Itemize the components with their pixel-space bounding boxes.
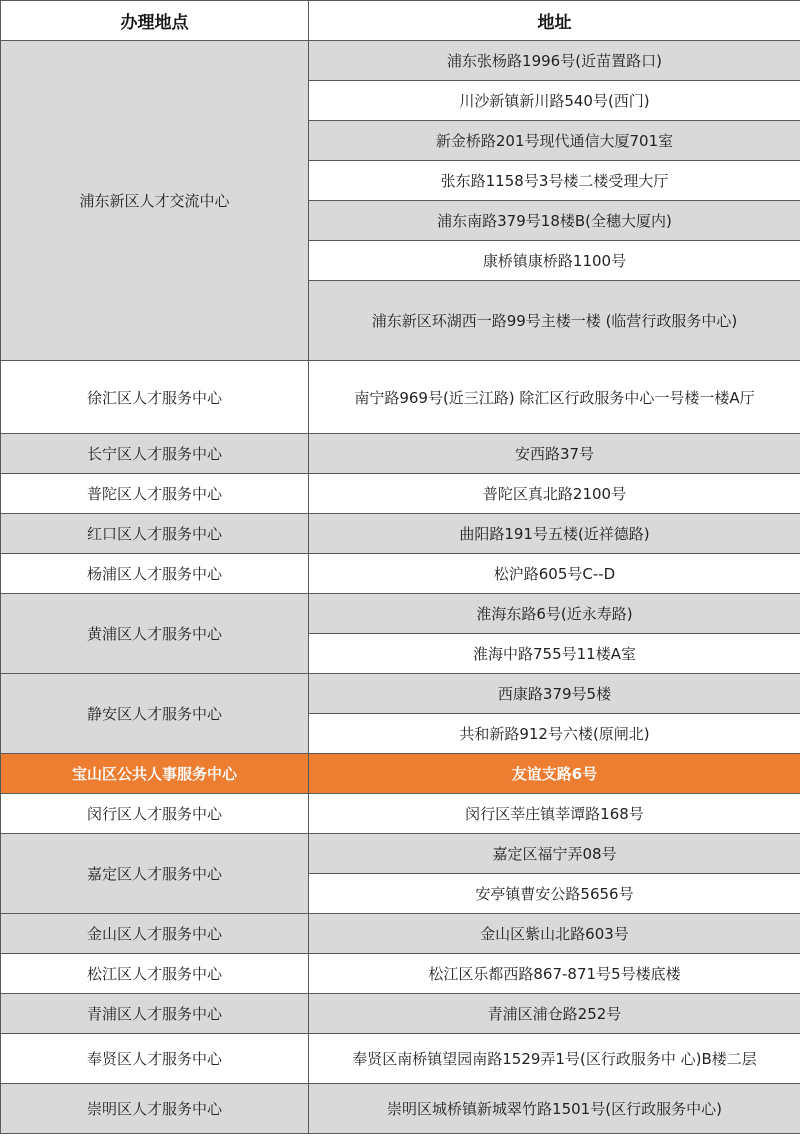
address-cell: 张东路1158号3号楼二楼受理大厅: [309, 161, 800, 201]
location-cell: 崇明区人才服务中心: [1, 1084, 309, 1134]
location-cell: 黄浦区人才服务中心: [1, 594, 309, 674]
address-cell: 松江区乐都西路867-871号5号楼底楼: [309, 954, 800, 994]
header-address: 地址: [309, 1, 800, 41]
table-row: [1, 994, 800, 1034]
location-cell: 普陀区人才服务中心: [1, 474, 309, 514]
table-row: [1, 474, 800, 514]
address-cell: 川沙新镇新川路540号(西门): [309, 81, 800, 121]
address-cell: 曲阳路191号五楼(近祥德路): [309, 514, 800, 554]
location-cell: 徐汇区人才服务中心: [1, 361, 309, 434]
table-row-highlighted: [1, 754, 800, 794]
address-cell: 金山区紫山北路603号: [309, 914, 800, 954]
location-cell: 宝山区公共人事服务中心: [1, 754, 309, 794]
address-cell: 新金桥路201号现代通信大厦701室: [309, 121, 800, 161]
address-cell: 淮海东路6号(近永寿路): [309, 594, 800, 634]
table-row: [1, 834, 800, 874]
location-cell: 金山区人才服务中心: [1, 914, 309, 954]
address-cell: 浦东南路379号18楼B(全穗大厦内): [309, 201, 800, 241]
header-location: 办理地点: [1, 1, 309, 41]
table-row: [1, 361, 800, 434]
address-cell: 共和新路912号六楼(原闸北): [309, 714, 800, 754]
location-cell: 青浦区人才服务中心: [1, 994, 309, 1034]
address-cell: 松沪路605号C--D: [309, 554, 800, 594]
address-cell: 友谊支路6号: [309, 754, 800, 794]
address-cell: 崇明区城桥镇新城翠竹路1501号(区行政服务中心): [309, 1084, 800, 1134]
table-row: [1, 594, 800, 634]
address-cell: 西康路379号5楼: [309, 674, 800, 714]
table-row: [1, 514, 800, 554]
location-cell: 静安区人才服务中心: [1, 674, 309, 754]
address-cell: 南宁路969号(近三江路) 除汇区行政服务中心一号楼一楼A厅: [309, 361, 800, 434]
location-cell: 奉贤区人才服务中心: [1, 1034, 309, 1084]
location-cell: 杨浦区人才服务中心: [1, 554, 309, 594]
address-cell: 普陀区真北路2100号: [309, 474, 800, 514]
table-row: [1, 434, 800, 474]
location-cell: 长宁区人才服务中心: [1, 434, 309, 474]
table-row: [1, 954, 800, 994]
address-cell: 康桥镇康桥路1100号: [309, 241, 800, 281]
address-cell: 浦东新区环湖西一路99号主楼一楼 (临营行政服务中心): [309, 281, 800, 361]
table-row: [1, 794, 800, 834]
location-cell: 浦东新区人才交流中心: [1, 41, 309, 361]
address-cell: 闵行区莘庄镇莘谭路168号: [309, 794, 800, 834]
location-cell: 闵行区人才服务中心: [1, 794, 309, 834]
table-row: [1, 914, 800, 954]
table-row: [1, 554, 800, 594]
table-row: [1, 1034, 800, 1084]
table-row: [1, 1084, 800, 1134]
address-cell: 安亭镇曹安公路5656号: [309, 874, 800, 914]
header-row: [1, 1, 800, 41]
location-cell: 红口区人才服务中心: [1, 514, 309, 554]
address-cell: 安西路37号: [309, 434, 800, 474]
address-cell: 嘉定区福宁弄08号: [309, 834, 800, 874]
address-cell: 浦东张杨路1996号(近苗置路口): [309, 41, 800, 81]
location-cell: 松江区人才服务中心: [1, 954, 309, 994]
table-row: [1, 41, 800, 81]
address-cell: 奉贤区南桥镇望园南路1529弄1号(区行政服务中 心)B楼二层: [309, 1034, 800, 1084]
address-cell: 青浦区浦仓路252号: [309, 994, 800, 1034]
location-cell: 嘉定区人才服务中心: [1, 834, 309, 914]
table-row: [1, 674, 800, 714]
address-cell: 淮海中路755号11楼A室: [309, 634, 800, 674]
